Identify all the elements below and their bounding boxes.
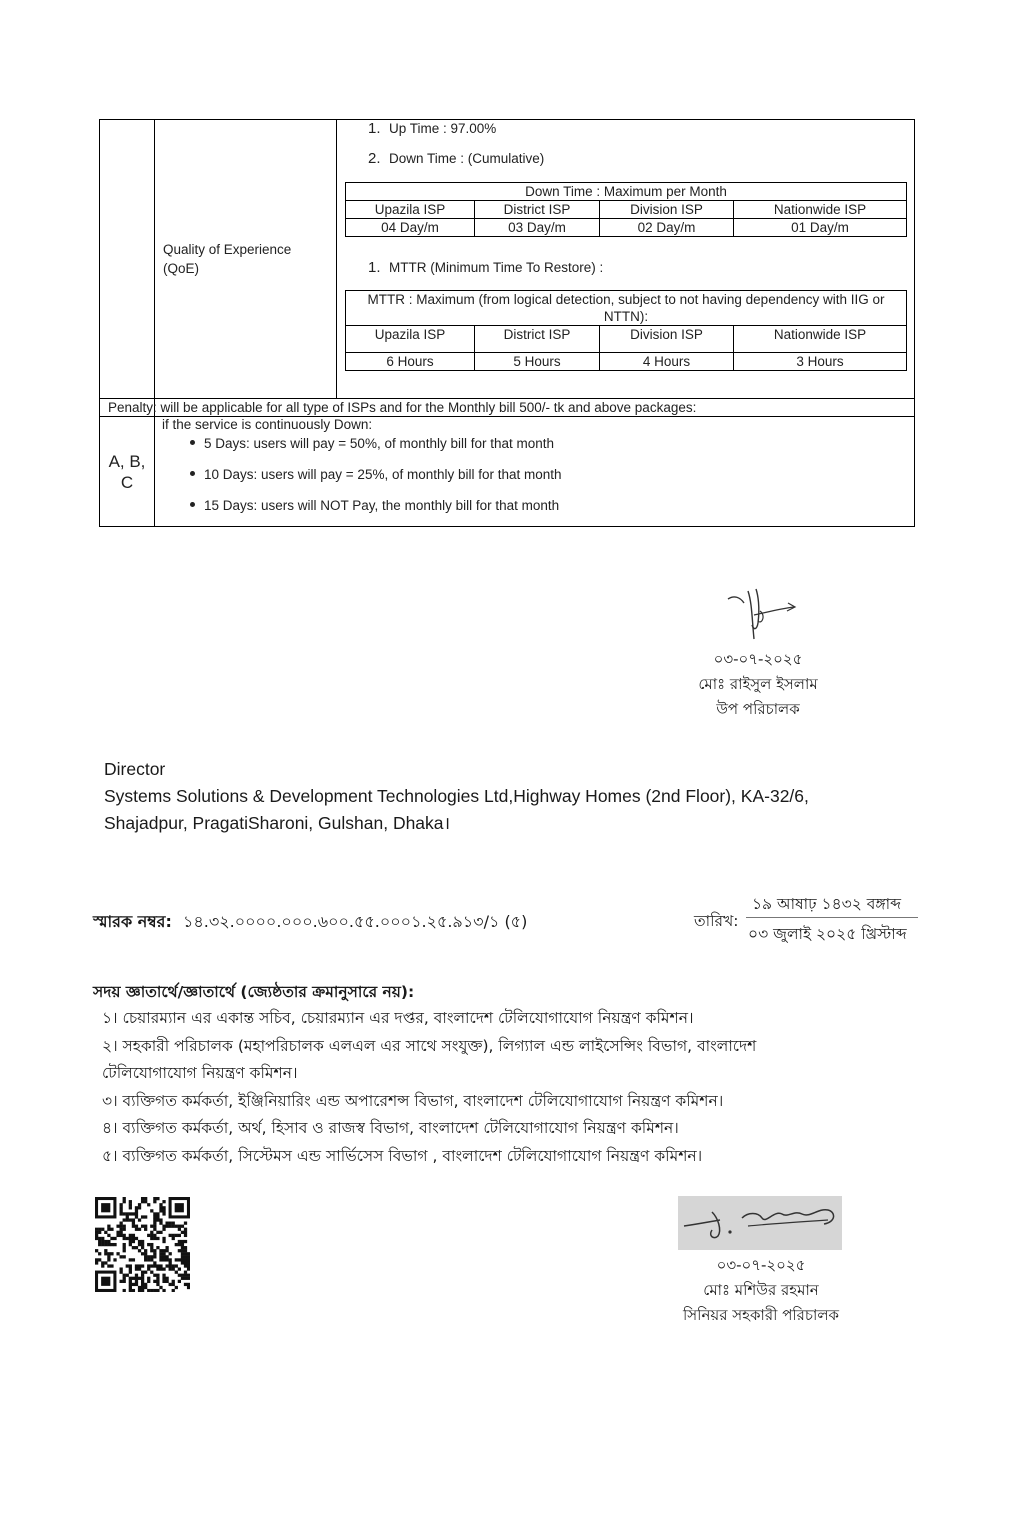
signatory-2-name: মোঃ মশিউর রহমান (703, 1281, 819, 1299)
penalty-intro: if the service is continuously Down: (162, 417, 373, 432)
distribution-item: ৫। ব্যক্তিগত কর্মকর্তা, সিস্টেমস এন্ড সার্ভিসেস বিভাগ , বাংলাদেশ টেলিযোগাযোগ নিয়ন্ত্রণ কমিশন। (102, 1147, 703, 1165)
distribution-item: টেলিযোগাযোগ নিয়ন্ত্রণ কমিশন। (102, 1064, 298, 1082)
signatory-1-block (666, 647, 850, 722)
signatory-1-name: মোঃ রাইসুল ইসলাম (698, 675, 818, 693)
mttr-table (345, 290, 907, 371)
penalty-class-label: A, B, C (108, 452, 146, 492)
date-divider (746, 917, 918, 918)
recipient-block (104, 756, 809, 837)
signatory-2-date: ০৩-০৭-২০২৫ (716, 1256, 806, 1274)
list-item: 15 Days: users will NOT Pay, the monthly bill for that month (190, 498, 559, 513)
signatory-1-designation: উপ পরিচালক (716, 700, 800, 718)
downtime-table (345, 182, 907, 237)
table-divider (154, 120, 155, 527)
signature-2-stroke (678, 1196, 842, 1250)
mttr-table-header: MTTR : Maximum (from logical detection, subject to not having dependency with IIG or NTTN): (346, 291, 907, 326)
bullet-icon (190, 502, 195, 507)
table-cell: 4 Hours (600, 353, 734, 371)
downtime-line: 2. Down Time : (Cumulative) (368, 150, 545, 167)
distribution-item: ৪। ব্যক্তিগত কর্মকর্তা, অর্থ, হিসাব ও রাজস্ব বিভাগ, বাংলাদেশ টেলিযোগাযোগ নিয়ন্ত্রণ কমিশন। (102, 1119, 679, 1137)
signatory-2-block (666, 1253, 856, 1328)
table-cell: 3 Hours (734, 353, 907, 371)
table-cell: 03 Day/m (475, 219, 600, 237)
date-english: ০৩ জুলাই ২০২৫ খ্রিস্টাব্দ (748, 925, 907, 943)
distribution-item: ৩। ব্যক্তিগত কর্মকর্তা, ইঞ্জিনিয়ারিং এন্ড অপারেশন্স বিভাগ, বাংলাদেশ টেলিযোগাযোগ নিয়ন্ত্রণ কমিশন। (102, 1092, 724, 1110)
bullet-icon (190, 440, 195, 445)
table-cell: 02 Day/m (600, 219, 734, 237)
list-item: 10 Days: users will pay = 25%, of monthly bill for that month (190, 467, 562, 482)
signature-2-image (678, 1196, 842, 1250)
table-cell: 01 Day/m (734, 219, 907, 237)
qr-code-icon[interactable] (95, 1197, 190, 1292)
table-cell: 6 Hours (346, 353, 475, 371)
table-divider (336, 120, 337, 398)
distribution-item: ১। চেয়ারম্যান এর একান্ত সচিব, চেয়ারম্যান এর দপ্তর, বাংলাদেশ টেলিযোগাযোগ নিয়ন্ত্রণ কমিশন। (102, 1009, 694, 1027)
list-item: 5 Days: users will pay = 50%, of monthly bill for that month (190, 436, 554, 451)
signature-1-image (718, 585, 800, 643)
table-header-cell: District ISP (475, 326, 600, 353)
table-header-cell: Nationwide ISP (734, 201, 907, 219)
bullet-icon (190, 471, 195, 476)
memo-label: স্মারক নম্বর: (93, 912, 172, 931)
distribution-heading: সদয় জ্ঞাতার্থে/জ্ঞাতার্থে (জ্যেষ্ঠতার ক্রমানুসারে নয়): (93, 983, 415, 1001)
memo-number: ১৪.৩২.০০০০.০০০.৬০০.৫৫.০০০১.২৫.৯১৩/১ (৫) (182, 912, 528, 931)
distribution-item: ২। সহকারী পরিচালক (মহাপরিচালক এলএল এর সাথে সংযুক্ত), লিগ্যাল এন্ড লাইসেন্সিং বিভাগ, বাংলাদেশ (102, 1037, 757, 1055)
table-header-cell: Division ISP (600, 326, 734, 353)
signatory-2-designation: সিনিয়র সহকারী পরিচালক (682, 1306, 840, 1324)
recipient-address-line: Shajadpur, PragatiSharoni, Gulshan, Dhaka। (104, 813, 451, 833)
table-header-cell: Upazila ISP (346, 201, 475, 219)
memo-number-line (93, 909, 527, 936)
penalty-header: Penalty: will be applicable for all type of ISPs and for the Monthly bill 500/- tk and above packages: (108, 400, 697, 415)
qoe-label: Quality of Experience (QoE) (163, 242, 292, 276)
table-cell: 5 Hours (475, 353, 600, 371)
signatory-1-date: ০৩-০৭-২০২৫ (713, 650, 803, 668)
uptime-line: 1. Up Time : 97.00% (368, 120, 497, 137)
table-header-cell: District ISP (475, 201, 600, 219)
downtime-table-header: Down Time : Maximum per Month (346, 183, 907, 201)
recipient-address-line: Systems Solutions & Development Technologies Ltd,Highway Homes (2nd Floor), KA-32/6, (104, 786, 809, 806)
date-bangla: ১৯ আষাঢ় ১৪৩২ বঙ্গাব্দ (752, 895, 902, 913)
qoe-penalty-table (99, 119, 915, 527)
date-label: তারিখ: (694, 912, 739, 930)
table-header-cell: Nationwide ISP (734, 326, 907, 353)
table-cell: 04 Day/m (346, 219, 475, 237)
recipient-title: Director (104, 759, 166, 779)
table-header-cell: Division ISP (600, 201, 734, 219)
mttr-line: 1. MTTR (Minimum Time To Restore) : (368, 259, 604, 276)
table-header-cell: Upazila ISP (346, 326, 475, 353)
